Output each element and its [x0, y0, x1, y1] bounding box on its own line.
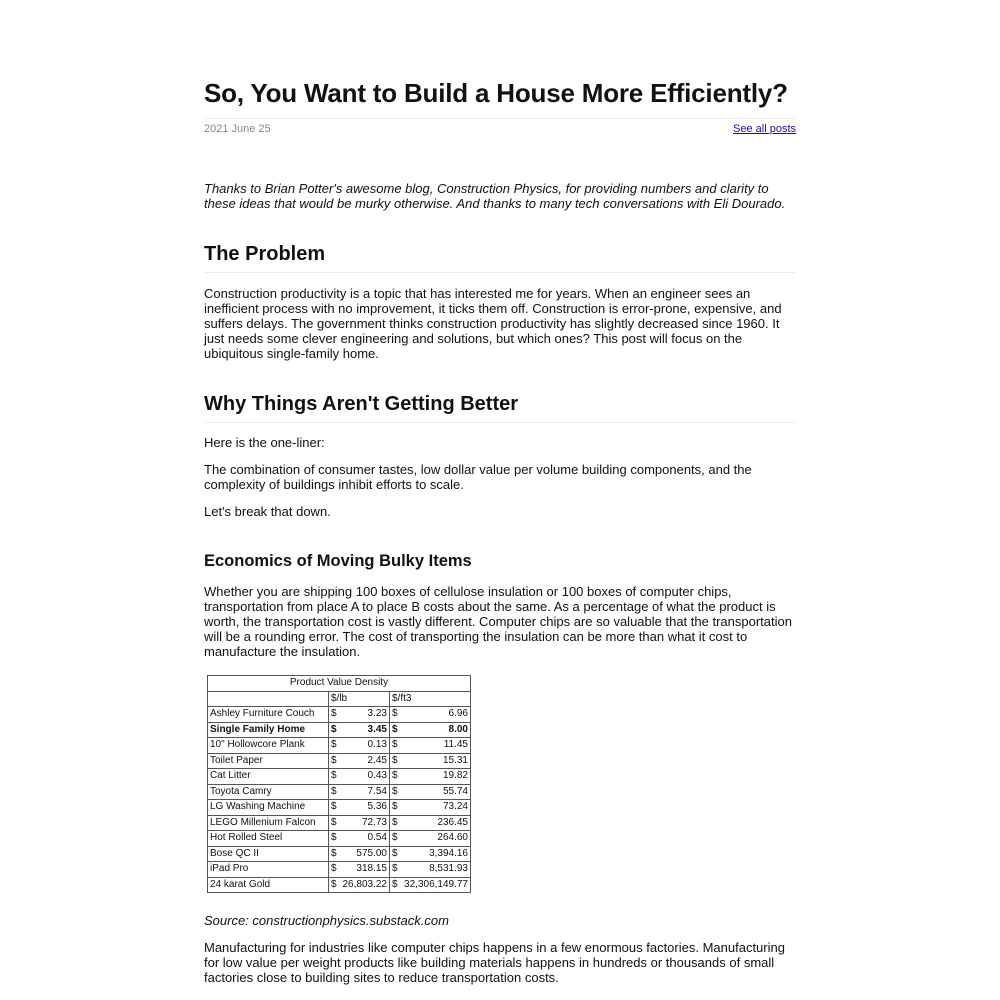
cell-value: 318.15: [356, 863, 387, 874]
heading-economics: Economics of Moving Bulky Items: [204, 552, 472, 570]
table-cell-product: LG Washing Machine: [208, 800, 329, 816]
table-row: [208, 784, 471, 800]
cell-value: 19.82: [442, 770, 468, 781]
table-row: [208, 769, 471, 785]
currency-symbol: $: [331, 739, 337, 750]
cell-value: 0.13: [367, 739, 387, 750]
table-cell-product: LEGO Millenium Falcon: [208, 815, 329, 831]
table-row: [208, 831, 471, 847]
table-cell-per-ft3: [390, 800, 471, 816]
currency-symbol: $: [331, 770, 337, 781]
cell-value: 26,803.22: [342, 878, 387, 890]
table-cell-per-lb: [329, 846, 390, 862]
cell-value: 5.36: [367, 801, 387, 812]
table-source-caption: Source: constructionphysics.substack.com: [204, 913, 449, 928]
table-row: [208, 800, 471, 816]
table-row: [208, 846, 471, 862]
table-cell-per-ft3: [390, 815, 471, 831]
title-divider: [204, 118, 796, 119]
cell-value: 11.45: [443, 739, 468, 750]
table-cell-per-ft3: [390, 862, 471, 878]
table-cell-per-ft3: [390, 846, 471, 862]
currency-symbol: $: [331, 863, 337, 874]
cell-value: 72.73: [361, 816, 387, 828]
paragraph: Manufacturing for industries like computer chips happens in a few enormous factories. Manufacturing for low value per weight products like building materials happens in hundreds or thousands of small factories close to building sites to reduce transportation costs.: [204, 940, 785, 985]
table-cell-per-lb: [329, 862, 390, 878]
section-divider: [204, 422, 796, 423]
paragraph: The combination of consumer tastes, low dollar value per volume building components, and the complexity of buildings inhibit efforts to scale.: [204, 462, 752, 492]
currency-symbol: $: [331, 708, 337, 719]
table-cell-per-lb: [329, 784, 390, 800]
table-header-blank: [208, 691, 329, 707]
table-cell-per-lb: [329, 800, 390, 816]
paragraph: Construction productivity is a topic that has interested me for years. When an engineer sees an inefficient process with no improvement, it ticks them off. Construction is error-prone, expensive, and suffers delays. The government thinks construction productivity has slightly decreased since 1960. It just needs some clever engineering and solutions, but which ones? This post will focus on the ubiquitous single-family home.: [204, 286, 782, 361]
table-row: [208, 862, 471, 878]
currency-symbol: $: [392, 832, 398, 843]
table-cell-per-lb: [329, 877, 390, 893]
table-cell-product: Hot Rolled Steel: [208, 831, 329, 847]
currency-symbol: $: [392, 801, 398, 812]
table-cell-per-lb: [329, 769, 390, 785]
cell-value: 575.00: [356, 847, 387, 859]
currency-symbol: $: [331, 878, 337, 890]
table-row: [208, 877, 471, 893]
currency-symbol: $: [392, 847, 398, 859]
cell-value: 15.31: [442, 754, 468, 766]
cell-value: 0.43: [367, 770, 387, 781]
cell-value: 55.74: [442, 785, 468, 797]
table-row: [208, 707, 471, 723]
table-cell-per-lb: [329, 831, 390, 847]
heading-the-problem: The Problem: [204, 243, 326, 265]
currency-symbol: $: [392, 754, 398, 766]
table-cell-per-ft3: [390, 784, 471, 800]
table-header-per-ft3: $/ft3: [390, 691, 471, 707]
currency-symbol: $: [331, 832, 337, 843]
paragraph: Whether you are shipping 100 boxes of cellulose insulation or 100 boxes of computer chips, transportation from place A to place B costs about the same. As a percentage of what the product is worth, the transportation cost is vastly different. Computer chips are so valuable that the transportation will be a rounding error. The cost of transporting the insulation can be more than what it cost to manufacture the insulation.: [204, 584, 792, 659]
cell-value: 7.54: [367, 785, 387, 797]
currency-symbol: $: [331, 754, 337, 766]
product-value-density-table: [207, 675, 471, 893]
table-cell-per-ft3: [390, 707, 471, 723]
paragraph: Let's break that down.: [204, 504, 331, 519]
table-cell-per-ft3: [390, 769, 471, 785]
currency-symbol: $: [392, 816, 398, 828]
cell-value: 0.54: [367, 832, 387, 843]
currency-symbol: $: [392, 863, 398, 874]
heading-why-things: Why Things Aren't Getting Better: [204, 393, 519, 415]
currency-symbol: $: [331, 723, 337, 735]
cell-value: 73.24: [442, 801, 468, 812]
cell-value: 236.45: [437, 816, 468, 828]
table-cell-per-ft3: [390, 877, 471, 893]
currency-symbol: $: [392, 878, 398, 890]
table-cell-per-ft3: [390, 722, 471, 738]
table-cell-per-ft3: [390, 738, 471, 754]
table-cell-product: 24 karat Gold: [208, 877, 329, 893]
currency-symbol: $: [331, 801, 337, 812]
table-cell-per-ft3: [390, 753, 471, 769]
currency-symbol: $: [392, 739, 398, 750]
table-cell-per-ft3: [390, 831, 471, 847]
table-header-per-lb: $/lb: [329, 691, 390, 707]
table-cell-product: Toyota Camry: [208, 784, 329, 800]
table-cell-product: Single Family Home: [208, 722, 329, 738]
post-date: 2021 June 25: [204, 123, 271, 135]
table-cell-per-lb: [329, 753, 390, 769]
table-cell-per-lb: [329, 722, 390, 738]
table-cell-product: iPad Pro: [208, 862, 329, 878]
table-row: [208, 738, 471, 754]
table-row: [208, 815, 471, 831]
table-cell-product: Bose QC II: [208, 846, 329, 862]
table-cell-per-lb: [329, 707, 390, 723]
currency-symbol: $: [392, 770, 398, 781]
currency-symbol: $: [392, 785, 398, 797]
table-cell-product: 10" Hollowcore Plank: [208, 738, 329, 754]
cell-value: 32,306,149.77: [404, 878, 468, 890]
cell-value: 8,531.93: [429, 863, 468, 874]
currency-symbol: $: [331, 847, 337, 859]
table-cell-product: Cat Litter: [208, 769, 329, 785]
table-cell-product: Toilet Paper: [208, 753, 329, 769]
table-row: [208, 753, 471, 769]
table-row: [208, 722, 471, 738]
table-cell-per-lb: [329, 815, 390, 831]
cell-value: 3.45: [367, 723, 387, 735]
table-cell-per-lb: [329, 738, 390, 754]
cell-value: 264.60: [437, 832, 468, 843]
see-all-posts-link[interactable]: See all posts: [733, 123, 796, 135]
currency-symbol: $: [331, 785, 337, 797]
cell-value: 2.45: [367, 754, 387, 766]
paragraph: Here is the one-liner:: [204, 435, 325, 450]
cell-value: 3.23: [367, 708, 387, 719]
intro-note: Thanks to Brian Potter's awesome blog, Construction Physics, for providing numbers and clarity to these ideas that would be murky otherwise. And thanks to many tech conversations with Eli Dourado.: [204, 181, 786, 211]
section-divider: [204, 272, 796, 273]
currency-symbol: $: [331, 816, 337, 828]
cell-value: 6.96: [448, 708, 468, 719]
post-title: So, You Want to Build a House More Efficiently?: [204, 78, 788, 108]
cell-value: 3,394.16: [429, 847, 468, 859]
currency-symbol: $: [392, 708, 398, 719]
currency-symbol: $: [392, 723, 398, 735]
cell-value: 8.00: [448, 723, 468, 735]
table-caption: Product Value Density: [208, 676, 471, 692]
table-cell-product: Ashley Furniture Couch: [208, 707, 329, 723]
